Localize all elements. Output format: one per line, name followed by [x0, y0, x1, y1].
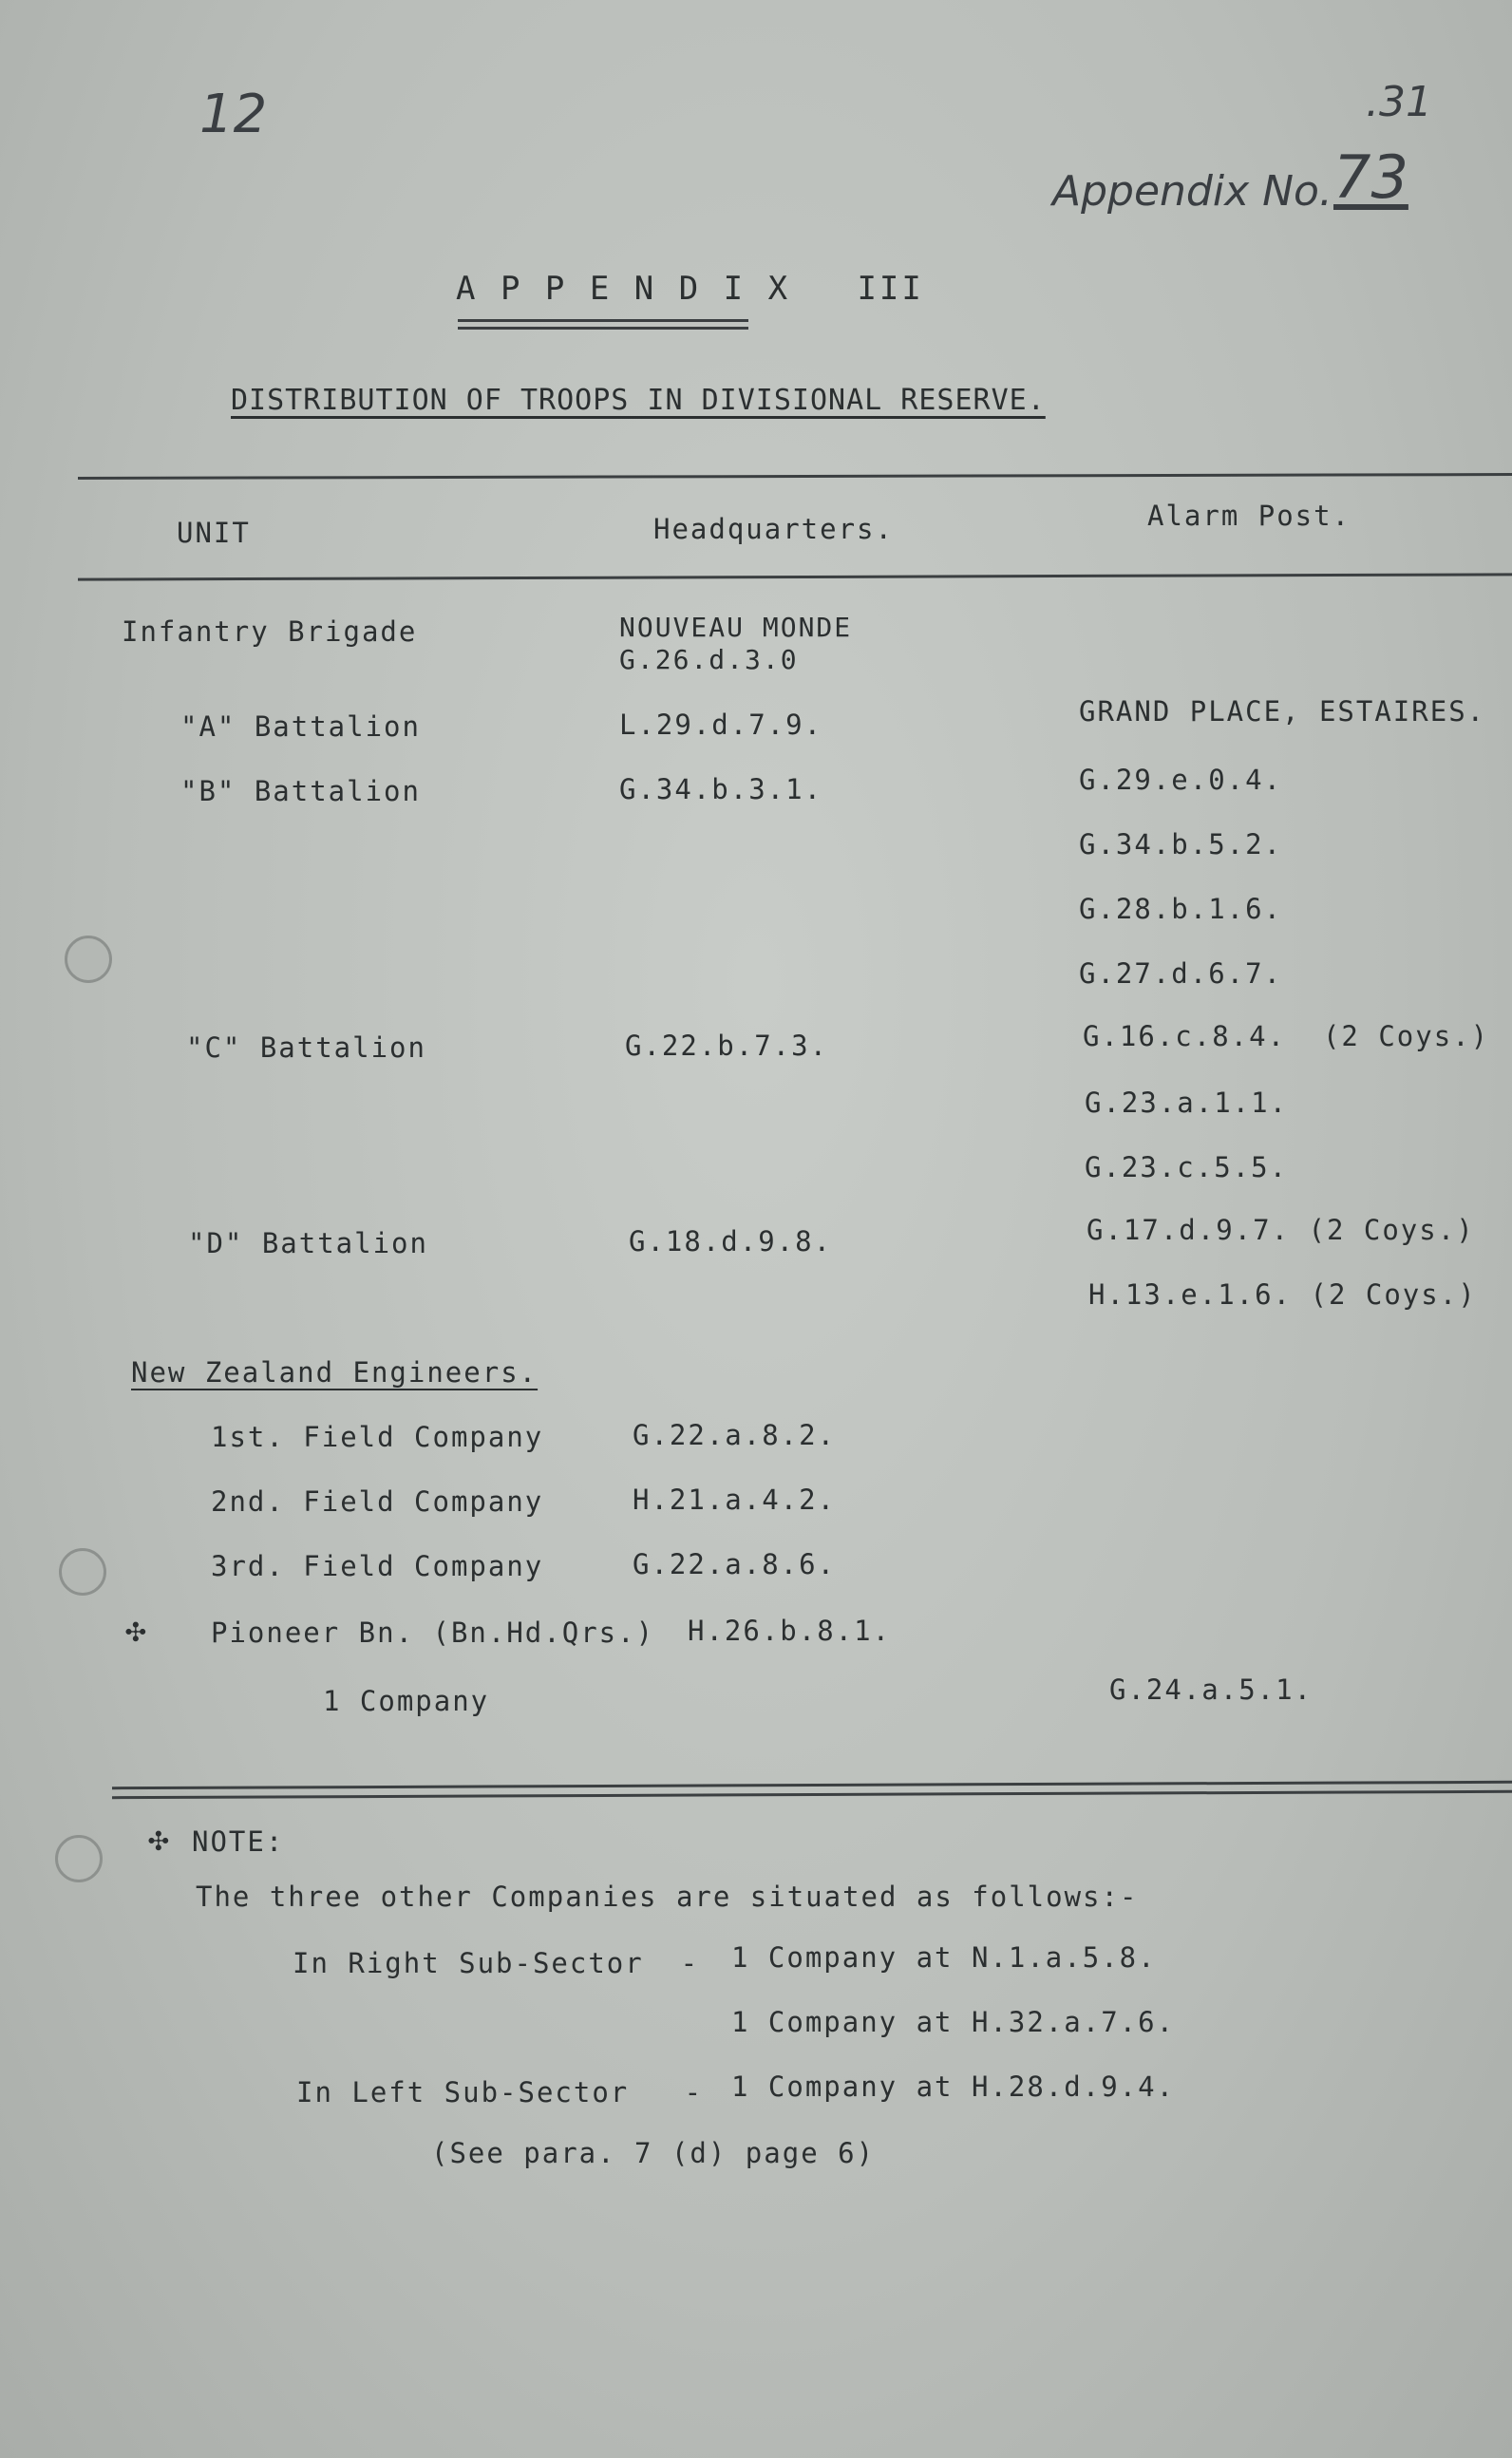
note-right-label: In Right Sub-Sector -: [293, 1947, 700, 1979]
battalion-a-label: "A" Battalion: [180, 710, 421, 743]
pioneer-hq: H.26.b.8.1.: [688, 1615, 892, 1647]
title-underline-2: [458, 327, 748, 330]
infantry-brigade-hq-line1: NOUVEAU MONDE: [619, 612, 853, 643]
battalion-b-alarm-1: G.29.e.0.4.: [1079, 764, 1283, 796]
battalion-c-label: "C" Battalion: [186, 1031, 426, 1064]
note-right-2: 1 Company at H.32.a.7.6.: [731, 2006, 1176, 2038]
battalion-b-label: "B" Battalion: [180, 775, 421, 807]
engineers-company-1-label: 1st. Field Company: [211, 1421, 544, 1453]
appendix-label: Appendix No.: [1052, 167, 1332, 216]
page-title: A P P E N D I X III: [456, 270, 924, 308]
engineers-company-2-label: 2nd. Field Company: [211, 1485, 544, 1518]
one-company-label: 1 Company: [323, 1685, 490, 1717]
note-intro: The three other Companies are situated as follows:-: [196, 1881, 1139, 1913]
one-company-alarm: G.24.a.5.1.: [1109, 1673, 1314, 1706]
battalion-c-alarm-1: G.16.c.8.4. (2 Coys.): [1083, 1020, 1490, 1052]
appendix-number: 73: [1333, 142, 1408, 212]
note-heading: NOTE:: [192, 1825, 285, 1858]
header-unit: UNIT: [177, 517, 251, 549]
engineers-company-1-hq: G.22.a.8.2.: [633, 1419, 837, 1451]
battalion-d-label: "D" Battalion: [188, 1227, 428, 1259]
punch-hole-bottom: [55, 1835, 103, 1882]
battalion-a-hq: L.29.d.7.9.: [619, 709, 823, 741]
table-top-rule: [78, 473, 1512, 480]
battalion-b-hq: G.34.b.3.1.: [619, 773, 823, 805]
page-number: .31: [1366, 78, 1432, 126]
punch-hole-top: [65, 936, 112, 983]
battalion-a-alarm-1: GRAND PLACE, ESTAIRES.: [1079, 695, 1486, 728]
battalion-c-alarm-2: G.23.a.1.1.: [1085, 1087, 1289, 1119]
note-see-reference: (See para. 7 (d) page 6): [431, 2137, 876, 2169]
infantry-brigade-hq-line2: G.26.d.3.0: [619, 644, 799, 675]
engineers-company-3-hq: G.22.a.8.6.: [633, 1548, 837, 1580]
infantry-brigade-label: Infantry Brigade: [122, 615, 418, 648]
battalion-c-hq: G.22.b.7.3.: [625, 1030, 829, 1062]
engineers-company-3-label: 3rd. Field Company: [211, 1550, 544, 1582]
title-underline: [458, 319, 748, 322]
battalion-d-alarm-1: G.17.d.9.7. (2 Coys.): [1087, 1214, 1475, 1246]
table-bottom-rule: [112, 1781, 1512, 1789]
engineers-company-2-hq: H.21.a.4.2.: [633, 1484, 837, 1516]
header-alarm-post: Alarm Post.: [1147, 500, 1351, 532]
battalion-d-hq: G.18.d.9.8.: [629, 1225, 833, 1257]
note-right-1: 1 Company at N.1.a.5.8.: [731, 1941, 1157, 1974]
engineers-heading: New Zealand Engineers.: [131, 1356, 539, 1389]
header-headquarters: Headquarters.: [653, 513, 894, 545]
corner-number: 12: [199, 84, 268, 145]
battalion-b-alarm-3: G.28.b.1.6.: [1079, 893, 1283, 925]
table-bottom-rule-2: [112, 1790, 1512, 1799]
pioneer-mark-icon: ✣: [125, 1611, 146, 1650]
punch-hole-middle: [59, 1548, 106, 1596]
note-left-1: 1 Company at H.28.d.9.4.: [731, 2070, 1176, 2103]
battalion-c-alarm-3: G.23.c.5.5.: [1085, 1151, 1289, 1183]
note-mark-icon: ✣: [148, 1820, 169, 1859]
battalion-b-alarm-2: G.34.b.5.2.: [1079, 828, 1283, 860]
pioneer-label: Pioneer Bn. (Bn.Hd.Qrs.): [211, 1617, 655, 1649]
header-bottom-rule: [78, 573, 1512, 580]
page-subtitle: DISTRIBUTION OF TROOPS IN DIVISIONAL RESERVE.: [231, 384, 1046, 417]
battalion-d-alarm-2: H.13.e.1.6. (2 Coys.): [1088, 1278, 1477, 1311]
note-left-label: In Left Sub-Sector -: [296, 2076, 704, 2108]
battalion-b-alarm-4: G.27.d.6.7.: [1079, 957, 1283, 990]
